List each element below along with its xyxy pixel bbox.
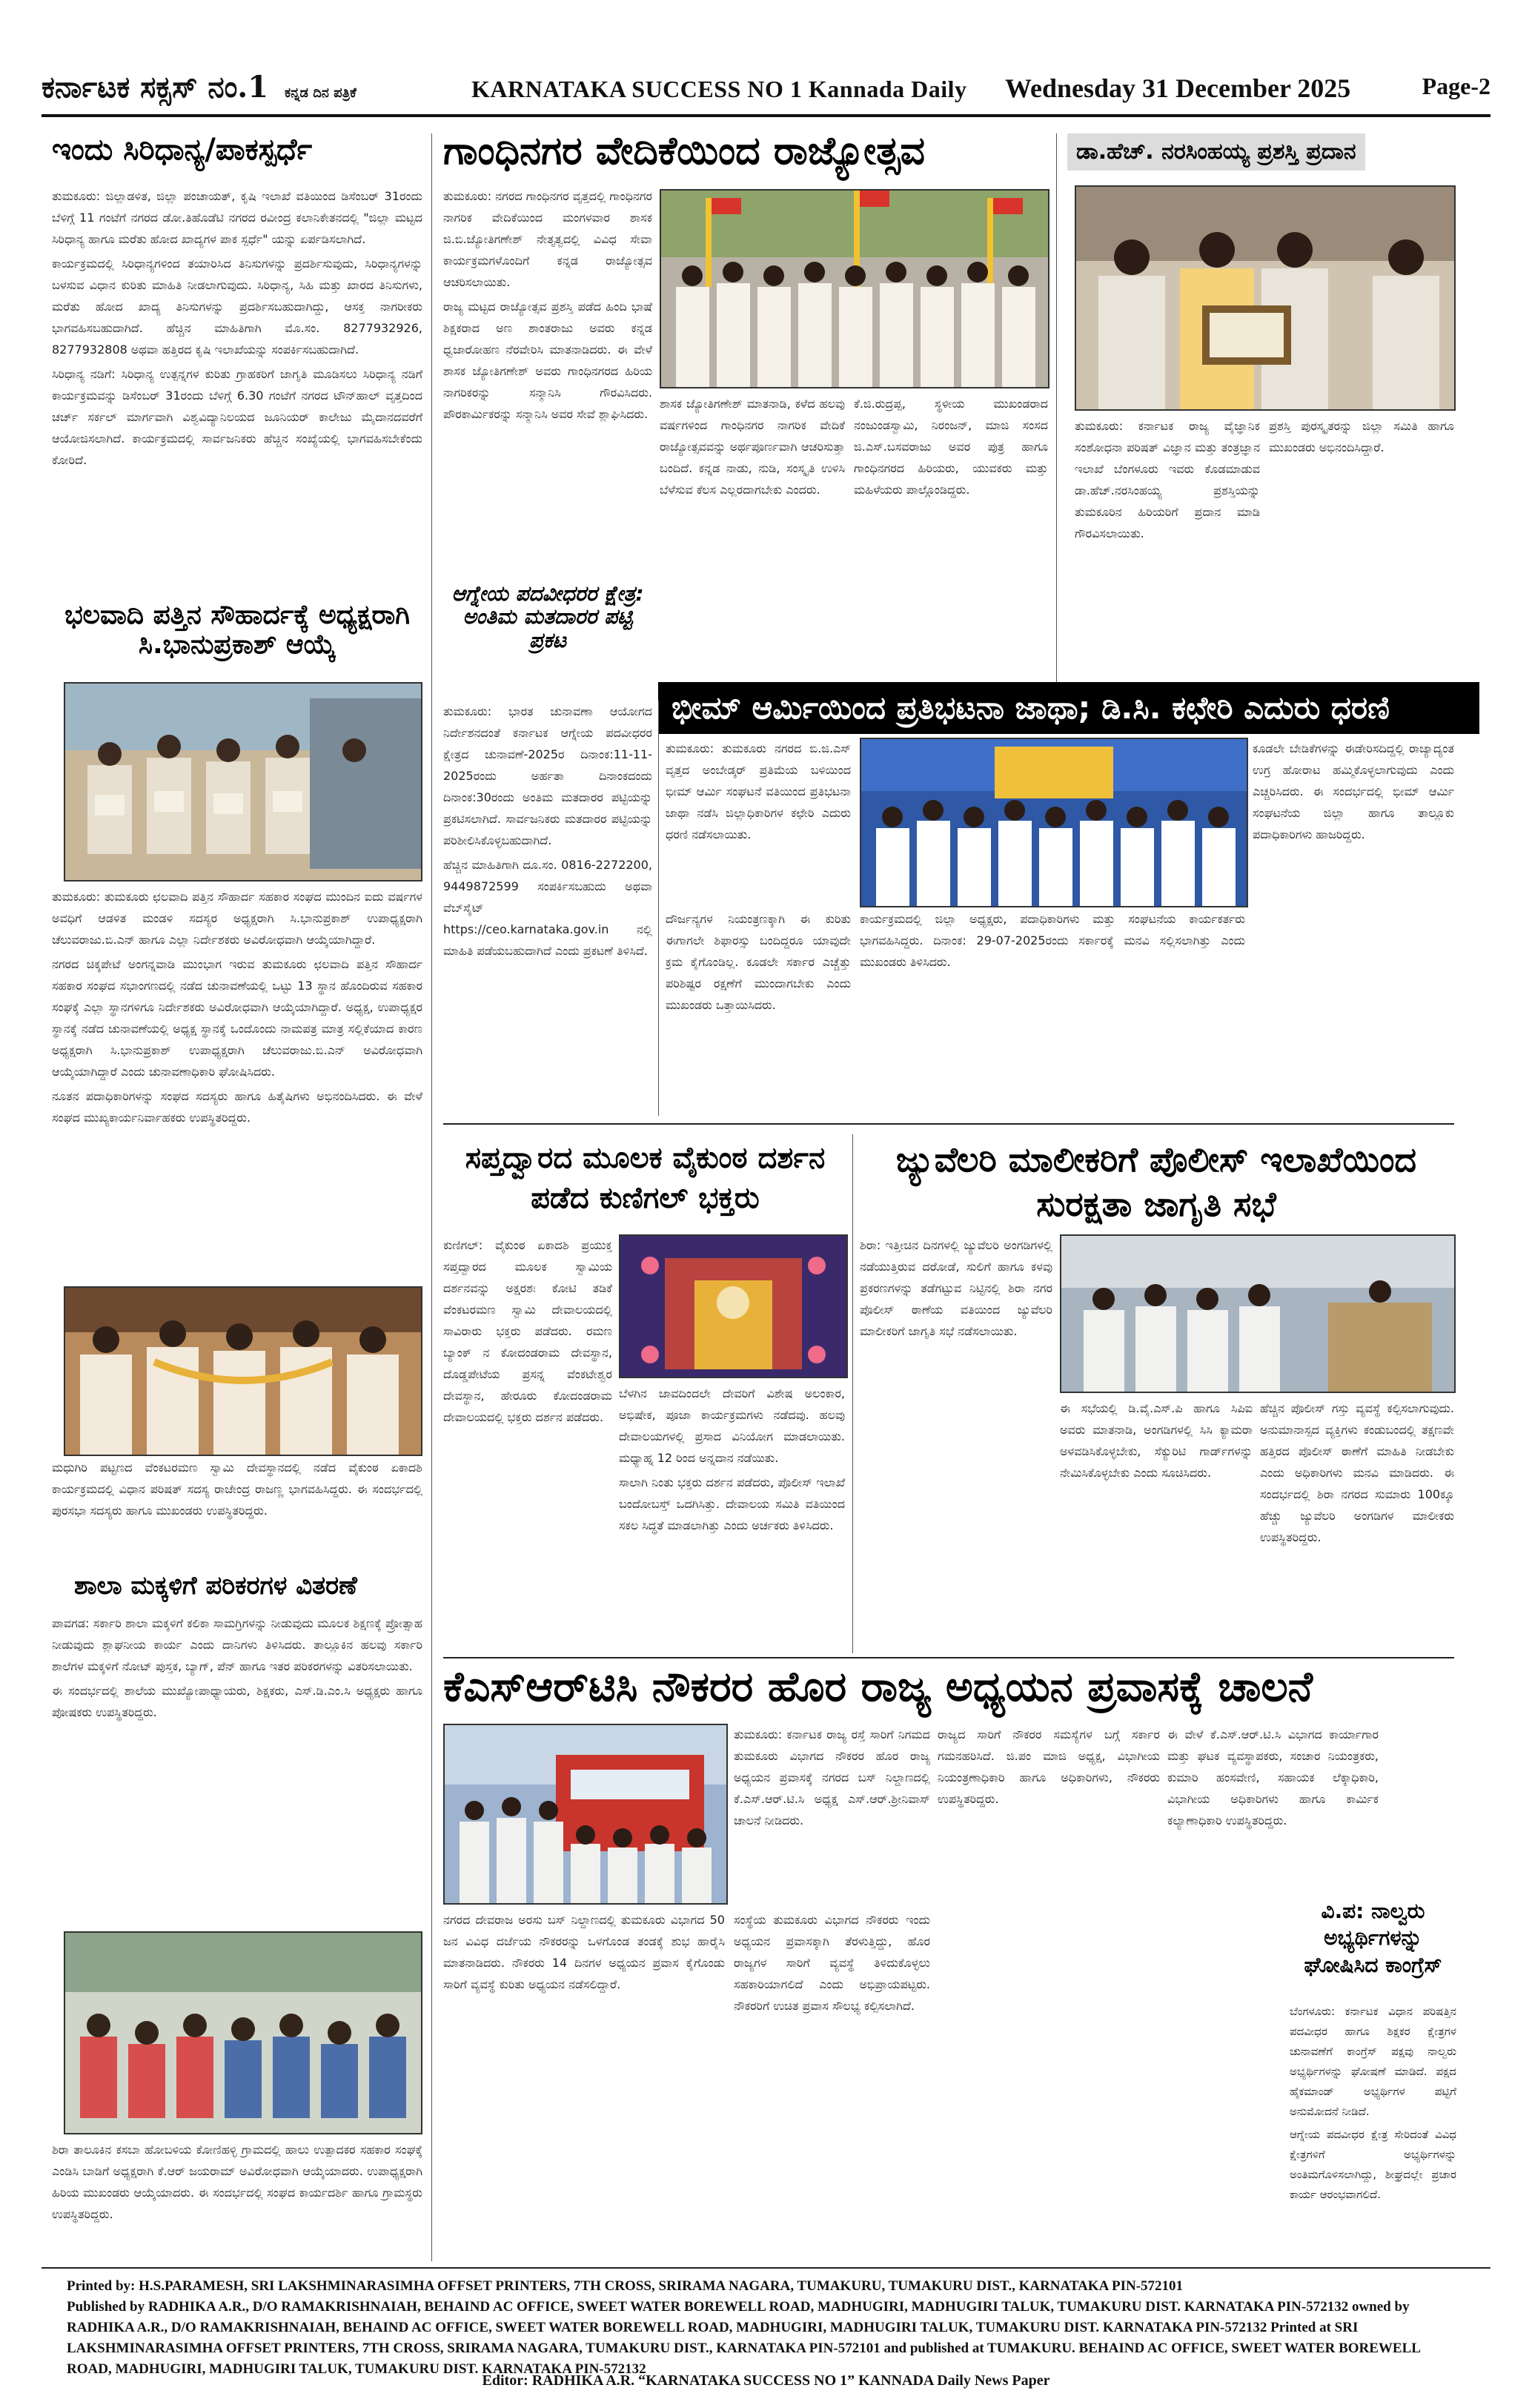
column-rule bbox=[1056, 133, 1057, 682]
page-number: Page-2 bbox=[1422, 73, 1490, 99]
article-rajyotsava-col2 bbox=[660, 393, 845, 697]
brand-title bbox=[42, 70, 357, 105]
photo-temple-event bbox=[64, 1286, 422, 1456]
photo-rajyotsava-group bbox=[660, 189, 1049, 388]
para: ಈ ಸಭೆಯಲ್ಲಿ ಡಿ.ವೈ.ಎಸ್.ಪಿ ಹಾಗೂ ಸಿಪಿಐ ಅವರು ಮಾತನಾಡಿ, ಅಂಗಡಿಗಳಲ್ಲಿ ಸಿಸಿ ಕ್ಯಾಮರಾ ಅಳವಡಿಸಿಕೊಳ್ಳಬೇಕು, ಸೆಕ್ಯುರಿಟಿ ಗಾರ್ಡ್‌ಗಳನ್ನು ನೇಮಿಸಿಕೊಳ್ಳಬೇಕು ಎಂದು ಸೂಚಿಸಿದರು. bbox=[1060, 1401, 1253, 1480]
headline-bhanuprakash: ಭಲವಾದಿ ಪತ್ತಿನ ಸೌಹಾರ್ದಕ್ಕೆ ಅಧ್ಯಕ್ಷರಾಗಿ ಸಿ.ಭಾನುಪ್ರಕಾಶ್ ಆಯ್ಕೆ bbox=[64, 600, 410, 661]
headline-school: ಶಾಲಾ ಮಕ್ಕಳಿಗೆ ಪರಿಕರಗಳ ವಿತರಣೆ bbox=[74, 1571, 357, 1601]
para: ಬೆಂಗಳೂರು: ಕರ್ನಾಟಕ ವಿಧಾನ ಪರಿಷತ್ತಿನ ಪದವೀಧರ ಹಾಗೂ ಶಿಕ್ಷಕರ ಕ್ಷೇತ್ರಗಳ ಚುನಾವಣೆಗೆ ಕಾಂಗ್ರೆಸ್ ಪಕ್ಷವು ನಾಲ್ವರು ಅಭ್ಯರ್ಥಿಗಳನ್ನು ಘೋಷಣೆ ಮಾಡಿದೆ. ಪಕ್ಷದ ಹೈಕಮಾಂಡ್ ಅಭ್ಯರ್ಥಿಗಳ ಪಟ್ಟಿಗೆ ಅನುಮೋದನೆ ನೀಡಿದೆ. bbox=[1290, 2005, 1456, 2118]
article-bhim-col1 bbox=[666, 738, 851, 893]
article-millets bbox=[52, 185, 422, 586]
para: ತುಮಕೂರು: ನಗರದ ಗಾಂಧಿನಗರ ವೃತ್ತದಲ್ಲಿ ಗಾಂಧಿನಗರ ನಾಗರಿಕ ವೇದಿಕೆಯಿಂದ ಮಂಗಳವಾರ ಶಾಸಕ ಜಿ.ಬಿ.ಜ್ಯೋತಿಗಣೇಶ್ ನೇತೃತ್ವದಲ್ಲಿ ವಿವಿಧ ಸೇವಾ ಕಾರ್ಯಕ್ರಮಗಳೊಂದಿಗೆ ಕನ್ನಡ ರಾಜ್ಯೋತ್ಸವ ಆಚರಿಸಲಾಯಿತು. bbox=[443, 189, 652, 289]
photo-vaikunta-temple bbox=[619, 1234, 848, 1378]
photo-ksrtc-bus bbox=[443, 1724, 728, 1905]
para: ದೌರ್ಜನ್ಯಗಳ ನಿಯಂತ್ರಣಕ್ಕಾಗಿ ಈ ಕುರಿತು ಈಗಾಗಲೇ ಶಿಫಾರಸ್ಸು ಬಂದಿದ್ದರೂ ಯಾವುದೇ ಕ್ರಮ ಕೈಗೊಂಡಿಲ್ಲ. ಕೂಡಲೇ ಸರ್ಕಾರ ಎಚ್ಚೆತ್ತು ಪರಿಶಿಷ್ಟರ ರಕ್ಷಣೆಗೆ ಮುಂದಾಗಬೇಕು ಎಂದು ಮುಖಂಡರು ಒತ್ತಾಯಿಸಿದರು. bbox=[666, 912, 851, 1012]
imprint-line: Published by RADHIKA A.R., D/O RAMAKRISHNAIAH, BEHAIND AC OFFICE, SWEET WATER BOREWELL ROAD, MADHUGIRI, MADHUGIRI TALUK, TUMAKURU DIST. KARNATAKA PIN-572132 owned by RADHIKA A.R., D/O RAMAKRISHNAIAH, BEHAIND AC OFFICE, SWEET WATER BOREWELL ROAD, MADHUGIRI, MADHUGIRI TALUK, TUMAKURU DIST. KARNATAKA PIN-572132 Printed at SRI LAKSHMINARASIMHA OFFSET PRINTERS, 7TH CROSS, SRIRAMA NAGARA, TUMAKURU DIST., KARNATAKA PIN-572101 and published at TUMAKURU. BEHAIND AC OFFICE, SWEET WATER BOREWELL ROAD, MADHUGIRI, MADHUGIRI TALUK, TUMAKURU DIST. KARNATAKA PIN-572132 bbox=[67, 2299, 1420, 2377]
para: ನಗರದ ದೇವರಾಜ ಅರಸು ಬಸ್ ನಿಲ್ದಾಣದಲ್ಲಿ ತುಮಕೂರು ವಿಭಾಗದ 50 ಜನ ವಿವಿಧ ದರ್ಜೆಯ ನೌಕರರನ್ನು ಒಳಗೊಂಡ ತಂಡಕ್ಕೆ ಶುಭ ಹಾರೈಸಿ ಮಾತನಾಡಿದರು. ನೌಕರರು 14 ದಿನಗಳ ಅಧ್ಯಯನ ಪ್ರವಾಸ ಕೈಗೊಂಡು ಸಾರಿಗೆ ವ್ಯವಸ್ಥೆ ಕುರಿತು ಅಧ್ಯಯನ ನಡೆಸಲಿದ್ದಾರೆ. bbox=[443, 1913, 725, 1991]
photo-jewellery-meeting bbox=[1060, 1234, 1456, 1393]
article-dairy bbox=[52, 2139, 422, 2265]
para: ಮಧುಗಿರಿ ಪಟ್ಟಣದ ವೆಂಕಟರಮಣ ಸ್ವಾಮಿ ದೇವಸ್ಥಾನದಲ್ಲಿ ನಡೆದ ವೈಕುಂಠ ಏಕಾದಶಿ ಕಾರ್ಯಕ್ರಮದಲ್ಲಿ ವಿಧಾನ ಪರಿಷತ್ ಸದಸ್ಯ ರಾಜೇಂದ್ರ ರಾಜಣ್ಣ ಭಾಗವಹಿಸಿದ್ದರು. ಈ ಸಂದರ್ಭದಲ್ಲಿ ಪುರಸಭಾ ಸದಸ್ಯರು ಹಾಗೂ ಮುಖಂಡರು ಉಪಸ್ಥಿತರಿದ್ದರು. bbox=[52, 1461, 422, 1518]
article-ksrtc-col1 bbox=[734, 1724, 930, 1902]
para: ಪ್ರಶಸ್ತಿ ಪುರಸ್ಕೃತರನ್ನು ಜಿಲ್ಲಾ ಸಮಿತಿ ಹಾಗೂ ಮುಖಂಡರು ಅಭಿನಂದಿಸಿದ್ದಾರೆ. bbox=[1269, 419, 1454, 454]
para: ಕಾರ್ಯಕ್ರಮದಲ್ಲಿ ಸಿರಿಧಾನ್ಯಗಳಿಂದ ತಯಾರಿಸಿದ ತಿನಿಸುಗಳನ್ನು ಪ್ರದರ್ಶಿಸುವುದು, ಸಿರಿಧಾನ್ಯಗಳನ್ನು ಬಳಸುವ ವಿಧಾನ ಕುರಿತು ಮಾಹಿತಿ ನೀಡಲಾಗುವುದು. ಸಿರಿಧಾನ್ಯ, ಸಿಹಿ ಮತ್ತು ಖಾರದ ತಿನಿಸುಗಳು, ಮರೆತು ಹೋದ ಖಾದ್ಯ ತಿನಿಸುಗಳನ್ನು ಪ್ರದರ್ಶಿಸಬಹುದಾಗಿದ್ದು, ಆಸಕ್ತ ನಾಗರೀಕರು ಭಾಗವಹಿಸಬಹುದಾಗಿದೆ. ಹೆಚ್ಚಿನ ಮಾಹಿತಿಗಾಗಿ ಮೊ.ಸಂ. 8277932926, 8277932808 ಅಥವಾ ಹತ್ತಿರದ ಕೃಷಿ ಇಲಾಖೆಯನ್ನು ಸಂಪರ್ಕಿಸಬಹುದಾಗಿದೆ. bbox=[52, 257, 422, 357]
para: ಶಿರಾ: ಇತ್ತೀಚಿನ ದಿನಗಳಲ್ಲಿ ಜ್ಯುವೆಲರಿ ಅಂಗಡಿಗಳಲ್ಲಿ ನಡೆಯುತ್ತಿರುವ ದರೋಡೆ, ಸುಲಿಗೆ ಹಾಗೂ ಕಳವು ಪ್ರಕರಣಗಳನ್ನು ತಡೆಗಟ್ಟುವ ನಿಟ್ಟಿನಲ್ಲಿ ಶಿರಾ ನಗರ ಪೊಲೀಸ್ ಠಾಣೆಯ ವತಿಯಿಂದ ಜ್ಯುವೆಲರಿ ಮಾಲೀಕರಿಗೆ ಜಾಗೃತಿ ಸಭೆ ನಡೆಸಲಾಯಿತು. bbox=[860, 1238, 1052, 1338]
para: ನೂತನ ಪದಾಧಿಕಾರಿಗಳನ್ನು ಸಂಘದ ಸದಸ್ಯರು ಹಾಗೂ ಹಿತೈಷಿಗಳು ಅಭಿನಂದಿಸಿದರು. ಈ ವೇಳೆ ಸಂಘದ ಮುಖ್ಯಕಾರ್ಯನಿರ್ವಾಹಕರು ಉಪಸ್ಥಿತರಿದ್ದರು. bbox=[52, 1089, 422, 1125]
article-rajyotsava-col3 bbox=[854, 393, 1048, 697]
para: ತುಮಕೂರು: ಕರ್ನಾಟಕ ರಾಜ್ಯ ರಸ್ತೆ ಸಾರಿಗೆ ನಿಗಮದ ತುಮಕೂರು ವಿಭಾಗದ ನೌಕರರ ಹೊರ ರಾಜ್ಯ ಅಧ್ಯಯನ ಪ್ರವಾಸಕ್ಕೆ ನಗರದ ಬಸ್ ನಿಲ್ದಾಣದಲ್ಲಿ ಕೆ.ಎಸ್.ಆರ್.ಟಿ.ಸಿ ಅಧ್ಯಕ್ಷ ಎಸ್.ಆರ್.ಶ್ರೀನಿವಾಸ್ ಚಾಲನೆ ನೀಡಿದರು. bbox=[734, 1727, 930, 1828]
brand-name: ಕರ್ನಾಟಕ ಸಕ್ಸಸ್ ನಂ.1 bbox=[42, 70, 269, 105]
article-vaikunta-col2 bbox=[619, 1383, 845, 1650]
masthead bbox=[42, 67, 1490, 117]
para: ನಗರದ ಚಿಕ್ಕಪೇಟೆ ಅಂಗನ್ನವಾಡಿ ಮುಂಭಾಗ ಇರುವ ತುಮಕೂರು ಛಲವಾದಿ ಪತ್ತಿನ ಸೌಹಾರ್ದ ಸಹಕಾರ ಸಂಘದ ಸಭಾಂಗಣದಲ್ಲಿ ನಡೆದ ಚುನಾವಣೆಯಲ್ಲಿ ಒಟ್ಟು 13 ಸ್ಥಾನ ಹೊಂದಿರುವ ಸಹಕಾರ ಸಂಘಕ್ಕೆ ಎಲ್ಲಾ ಸ್ಥಾನಗಳಿಗೂ ನಿರ್ದೇಶಕರು ಅವಿರೋಧವಾಗಿ ಆಯ್ಕೆಯಾಗಿದ್ದಾರೆ. ಅಧ್ಯಕ್ಷ, ಉಪಾಧ್ಯಕ್ಷರ ಸ್ಥಾನಕ್ಕೆ ನಡೆದ ಚುನಾವಣೆಯಲ್ಲಿ ಅಧ್ಯಕ್ಷ ಸ್ಥಾನಕ್ಕೆ ಒಂದೊಂದು ನಾಮಪತ್ರ ಮಾತ್ರ ಸಲ್ಲಿಕೆಯಾದ ಕಾರಣ ಅಧ್ಯಕ್ಷರಾಗಿ ಸಿ.ಭಾನುಪ್ರಕಾಶ್ ಉಪಾಧ್ಯಕ್ಷರಾಗಿ ಚೆಲುವರಾಜು.ಬಿ.ಎನ್ ಅವಿರೋಧವಾಗಿ ಆಯ್ಕೆಯಾಗಿದ್ದಾರೆ ಎಂದು ಚುನಾವಣಾಧಿಕಾರಿ ಘೋಷಿಸಿದರು. bbox=[52, 957, 422, 1079]
article-voters bbox=[443, 701, 652, 1116]
headline-rajyotsava: ಗಾಂಧಿನಗರ ವೇದಿಕೆಯಿಂದ ರಾಜ್ಯೋತ್ಸವ bbox=[443, 129, 926, 173]
column-rule bbox=[431, 133, 432, 2261]
para: ರಾಜ್ಯ ಮಟ್ಟದ ರಾಜ್ಯೋತ್ಸವ ಪ್ರಶಸ್ತಿ ಪಡೆದ ಹಿಂದಿ ಭಾಷೆ ಶಿಕ್ಷಕರಾದ ಅಣ ಶಾಂತರಾಜು ಅವರು ಕನ್ನಡ ಧ್ವಜಾರೋಹಣ ನೆರವೇರಿಸಿ ಮಾತನಾಡಿದರು. ಈ ವೇಳೆ ಶಾಸಕ ಜ್ಯೋತಿಗಣೇಶ್ ಅವರು ಗಾಂಧಿನಗರದ ಹಿರಿಯ ನಾಗರಿಕರನ್ನು ಸನ್ಮಾನಿಸಿ ಗೌರವಿಸಿದರು. ಪೌರಕಾರ್ಮಿಕರನ್ನು ಸನ್ಮಾನಿಸಿ ಅವರ ಸೇವೆ ಶ್ಲಾಘಿಸಿದರು. bbox=[443, 300, 652, 421]
article-jewellery-col1 bbox=[860, 1234, 1052, 1650]
article-vaikunta-col1 bbox=[443, 1234, 612, 1650]
article-temple-caption bbox=[52, 1457, 422, 1564]
headline-voters: ಆಗ್ನೇಯ ಪದವೀಧರರ ಕ್ಷೇತ್ರ: ಅಂತಿಮ ಮತದಾರರ ಪಟ್ಟಿ ಪ್ರಕಟ bbox=[451, 581, 644, 652]
para: ಕೂಡಲೇ ಬೇಡಿಕೆಗಳನ್ನು ಈಡೇರಿಸದಿದ್ದಲ್ಲಿ ರಾಜ್ಯಾದ್ಯಂತ ಉಗ್ರ ಹೋರಾಟ ಹಮ್ಮಿಕೊಳ್ಳಲಾಗುವುದು ಎಂದು ಎಚ್ಚರಿಸಿದರು. ಈ ಸಂದರ್ಭದಲ್ಲಿ ಭೀಮ್ ಆರ್ಮಿ ಸಂಘಟನೆಯ ಜಿಲ್ಲಾ ಹಾಗೂ ತಾಲ್ಲೂಕು ಪದಾಧಿಕಾರಿಗಳು ಹಾಜರಿದ್ದರು. bbox=[1253, 741, 1454, 841]
para: ರಾಜ್ಯದ ಸಾರಿಗೆ ನೌಕರರ ಸಮಸ್ಯೆಗಳ ಬಗ್ಗೆ ಸರ್ಕಾರ ಗಮನಹರಿಸಿದೆ. ಜಿ.ಪಂ ಮಾಜಿ ಅಧ್ಯಕ್ಷ, ವಿಭಾಗೀಯ ನಿಯಂತ್ರಣಾಧಿಕಾರಿ ಹಾಗೂ ಅಧಿಕಾರಿಗಳು, ನೌಕರರು ಉಪಸ್ಥಿತರಿದ್ದರು. bbox=[938, 1727, 1160, 1806]
article-school bbox=[52, 1612, 422, 1924]
article-jewellery-col3 bbox=[1260, 1398, 1454, 1650]
article-rajyotsava-col1 bbox=[443, 185, 652, 571]
para: ಕುಣಿಗಲ್: ವೈಕುಂಠ ಏಕಾದಶಿ ಪ್ರಯುಕ್ತ ಸಪ್ತದ್ವಾರದ ಮೂಲಕ ಸ್ವಾಮಿಯ ದರ್ಶನವನ್ನು ಅಕ್ಷರಶಃ ಕೋಟಿ ತಡಿಕೆ ವೆಂಕಟರಮಣ ಸ್ವಾಮಿ ದೇವಾಲಯದಲ್ಲಿ ಸಾವಿರಾರು ಭಕ್ತರು ಪಡೆದರು. ರಮಣ ಬ್ಯಾಂಕ್ ನ ಕೋದಂಡರಾಮ ದೇವಸ್ಥಾನ, ದೊಡ್ಡಪೇಟೆಯ ಪ್ರಸನ್ನ ವೆಂಕಟೇಶ್ವರ ದೇವಸ್ಥಾನ, ಹೇರೂರು ಕೋದಂಡರಾಮ ದೇವಾಲಯದಲ್ಲಿ ಭಕ್ತರು ದರ್ಶನ ಪಡೆದರು. bbox=[443, 1238, 612, 1424]
footer-rule bbox=[42, 2267, 1490, 2269]
article-bhim-col3 bbox=[666, 908, 851, 1116]
para: ಆಗ್ನೇಯ ಪದವೀಧರ ಕ್ಷೇತ್ರ ಸೇರಿದಂತೆ ವಿವಿಧ ಕ್ಷೇತ್ರಗಳಿಗೆ ಅಭ್ಯರ್ಥಿಗಳನ್ನು ಅಂತಿಮಗೊಳಿಸಲಾಗಿದ್ದು, ಶೀಘ್ರದಲ್ಲೇ ಪ್ರಚಾರ ಕಾರ್ಯ ಆರಂಭವಾಗಲಿದೆ. bbox=[1290, 2128, 1456, 2201]
para: ಕೆ.ಜಿ.ರುದ್ರಪ್ಪ, ಸ್ಥಳೀಯ ಮುಖಂಡರಾದ ನಂಜುಂಡಸ್ವಾಮಿ, ನಿರಂಜನ್, ಮಾಜಿ ಸಂಸದ ಜಿ.ಎಸ್.ಬಸವರಾಜು ಅವರ ಪುತ್ರ ಹಾಗೂ ಗಾಂಧಿನಗರದ ಹಿರಿಯರು, ಯುವಕರು ಮತ್ತು ಮಹಿಳೆಯರು ಪಾಲ್ಗೊಂಡಿದ್ದರು. bbox=[854, 397, 1048, 497]
editor-line: Editor: RADHIKA A.R. “KARNATAKA SUCCESS NO 1” KANNADA Daily News Paper bbox=[482, 2372, 1050, 2389]
para: ತುಮಕೂರು: ಜಿಲ್ಲಾಡಳಿತ, ಜಿಲ್ಲಾ ಪಂಚಾಯತ್, ಕೃಷಿ ಇಲಾಖೆ ವತಿಯಿಂದ ಡಿಸೆಂಬರ್ 31ರಂದು ಬೆಳಿಗ್ಗೆ 11 ಗಂಟೆಗೆ ನಗರದ ಡೋ.ತಿಹೊಡೆಟಿ ನಗರದ ರವೀಂದ್ರ ಕಲಾನಿಕೇತನದಲ್ಲಿ "ಜಿಲ್ಲಾ ಮಟ್ಟದ ಸಿರಿಧಾನ್ಯ ಹಾಗೂ ಮರೆತು ಹೋದ ಖಾದ್ಯಗಳ ಪಾಕ ಸ್ಪರ್ಧೆ" ಯನ್ನು ಏರ್ಪಡಿಸಲಾಗಿದೆ. bbox=[52, 189, 422, 246]
para: ಹೆಚ್ಚಿನ ಪೊಲೀಸ್ ಗಸ್ತು ವ್ಯವಸ್ಥೆ ಕಲ್ಪಿಸಲಾಗುವುದು. ಅನುಮಾನಾಸ್ಪದ ವ್ಯಕ್ತಿಗಳು ಕಂಡುಬಂದಲ್ಲಿ ತಕ್ಷಣವೇ ಹತ್ತಿರದ ಪೊಲೀಸ್ ಠಾಣೆಗೆ ಮಾಹಿತಿ ನೀಡಬೇಕು ಎಂದು ಅಧಿಕಾರಿಗಳು ಮನವಿ ಮಾಡಿದರು. ಈ ಸಂದರ್ಭದಲ್ಲಿ ಶಿರಾ ನಗರದ ಸುಮಾರು 100ಕ್ಕೂ ಹೆಚ್ಚು ಜ್ಯುವೆಲರಿ ಅಂಗಡಿಗಳ ಮಾಲೀಕರು ಉಪಸ್ಥಿತರಿದ್ದರು. bbox=[1260, 1401, 1454, 1544]
para: ಕಾರ್ಯಕ್ರಮದಲ್ಲಿ ಜಿಲ್ಲಾ ಅಧ್ಯಕ್ಷರು, ಪದಾಧಿಕಾರಿಗಳು ಮತ್ತು ಸಂಘಟನೆಯ ಕಾರ್ಯಕರ್ತರು ಭಾಗವಹಿಸಿದ್ದರು. ದಿನಾಂಕ: 29-07-2025ರಂದು ಸರ್ಕಾರಕ್ಕೆ ಮನವಿ ಸಲ್ಲಿಸಲಾಗಿತ್ತು ಎಂದು ಮುಖಂಡರು ತಿಳಿಸಿದರು. bbox=[860, 912, 1245, 969]
headline-ksrtc: ಕೆಎಸ್‌ಆರ್‌ಟಿಸಿ ನೌಕರರ ಹೊರ ರಾಜ್ಯ ಅಧ್ಯಯನ ಪ್ರವಾಸಕ್ಕೆ ಚಾಲನೆ bbox=[443, 1663, 1313, 1711]
article-bhim-col4 bbox=[860, 908, 1245, 1116]
article-award-col1 bbox=[1075, 415, 1260, 678]
para: ಬೆಳಗಿನ ಜಾವದಿಂದಲೇ ದೇವರಿಗೆ ವಿಶೇಷ ಅಲಂಕಾರ, ಅಭಿಷೇಕ, ಪೂಜಾ ಕಾರ್ಯಕ್ರಮಗಳು ನಡೆದವು. ಹಲವು ದೇವಾಲಯಗಳಲ್ಲಿ ಪ್ರಸಾದ ವಿನಿಯೋಗ ಮಾಡಲಾಯಿತು. ಮಧ್ಯಾಹ್ನ 12 ರಿಂದ ಅನ್ನದಾನ ನಡೆಯಿತು. bbox=[619, 1386, 845, 1465]
article-congress bbox=[1290, 2002, 1456, 2261]
headline-vaikunta: ಸಪ್ತದ್ವಾರದ ಮೂಲಕ ವೈಕುಂಠ ದರ್ಶನ ಪಡೆದ ಕುಣಿಗಲ್ ಭಕ್ತರು bbox=[465, 1141, 826, 1215]
para: ಶಾಸಕ ಜ್ಯೋತಿಗಣೇಶ್ ಮಾತನಾಡಿ, ಕಳೆದ ಹಲವು ವರ್ಷಗಳಿಂದ ಗಾಂಧಿನಗರ ನಾಗರಿಕ ವೇದಿಕೆ ರಾಜ್ಯೋತ್ಸವವನ್ನು ಅರ್ಥಪೂರ್ಣವಾಗಿ ಆಚರಿಸುತ್ತಾ ಬಂದಿದೆ. ಕನ್ನಡ ನಾಡು, ನುಡಿ, ಸಂಸ್ಕೃತಿ ಉಳಿಸಿ ಬೆಳೆಸುವ ಕೆಲಸ ಎಲ್ಲರದಾಗಬೇಕು ಎಂದರು. bbox=[660, 397, 845, 497]
issue-date: Wednesday 31 December 2025 bbox=[1005, 73, 1351, 103]
section-rule bbox=[443, 1123, 1454, 1125]
headline-jewellery: ಜ್ಯುವೆಲರಿ ಮಾಲೀಕರಿಗೆ ಪೊಲೀಸ್ ಇಲಾಖೆಯಿಂದ ಸುರಕ್ಷತಾ ಜಾಗೃತಿ ಸಭೆ bbox=[895, 1140, 1417, 1224]
photo-school-children bbox=[64, 1931, 422, 2134]
para: ಸಾಲಾಗಿ ನಿಂತು ಭಕ್ತರು ದರ್ಶನ ಪಡೆದರು, ಪೊಲೀಸ್ ಇಲಾಖೆ ಬಂದೋಬಸ್ತ್ ಒದಗಿಸಿತ್ತು. ದೇವಾಲಯ ಸಮಿತಿ ವತಿಯಿಂದ ಸಕಲ ಸಿದ್ಧತೆ ಮಾಡಲಾಗಿತ್ತು ಎಂದು ಅರ್ಚಕರು ತಿಳಿಸಿದರು. bbox=[619, 1475, 845, 1532]
para: ಪಾವಗಡ: ಸರ್ಕಾರಿ ಶಾಲಾ ಮಕ್ಕಳಿಗೆ ಕಲಿಕಾ ಸಾಮಗ್ರಿಗಳನ್ನು ನೀಡುವುದು ಮೂಲಕ ಶಿಕ್ಷಣಕ್ಕೆ ಪ್ರೋತ್ಸಾಹ ನೀಡುವುದು ಶ್ಲಾಘನೀಯ ಕಾರ್ಯ ಎಂದು ದಾನಿಗಳು ತಿಳಿಸಿದರು. ತಾಲ್ಲೂಕಿನ ಹಲವು ಸರ್ಕಾರಿ ಶಾಲೆಗಳ ಮಕ್ಕಳಿಗೆ ನೋಟ್ ಪುಸ್ತಕ, ಬ್ಯಾಗ್, ಪೆನ್ ಹಾಗೂ ಇತರ ಪರಿಕರಗಳನ್ನು ವಿತರಿಸಲಾಯಿತು. bbox=[52, 1616, 422, 1673]
section-rule bbox=[443, 1657, 1454, 1658]
photo-award-ceremony bbox=[1075, 185, 1456, 411]
para: ತುಮಕೂರು: ಕರ್ನಾಟಕ ರಾಜ್ಯ ವೈಜ್ಞಾನಿಕ ಸಂಶೋಧನಾ ಪರಿಷತ್ ವಿಜ್ಞಾನ ಮತ್ತು ತಂತ್ರಜ್ಞಾನ ಇಲಾಖೆ ಬೆಂಗಳೂರು ಇವರು ಕೊಡಮಾಡುವ ಡಾ.ಹೆಚ್.ನರಸಿಂಹಯ್ಯ ಪ್ರಶಸ್ತಿಯನ್ನು ತುಮಕೂರಿನ ಹಿರಿಯರಿಗೆ ಪ್ರದಾನ ಮಾಡಿ ಗೌರವಿಸಲಾಯಿತು. bbox=[1075, 419, 1260, 540]
para: ಶಿರಾ ತಾಲೂಕಿನ ಕಸಬಾ ಹೋಬಳಿಯ ಕೋಣಿಹಳ್ಳಿ ಗ್ರಾಮದಲ್ಲಿ ಹಾಲು ಉತ್ಪಾದಕರ ಸಹಕಾರ ಸಂಘಕ್ಕೆ ಎಂಡಿಸಿ ಬಾಡಿಗೆ ಅಧ್ಯಕ್ಷರಾಗಿ ಕೆ.ಆರ್ ಜಯರಾಮ್ ಅವಿರೋಧವಾಗಿ ಆಯ್ಕೆಯಾದರು. ಉಪಾಧ್ಯಕ್ಷರಾಗಿ ಹಿರಿಯ ಮುಖಂಡರು ಆಯ್ಕೆಯಾದರು. ಈ ಸಂದರ್ಭದಲ್ಲಿ ಸಂಘದ ಕಾರ್ಯದರ್ಶಿ ಹಾಗೂ ಗ್ರಾಮಸ್ಥರು ಉಪಸ್ಥಿತರಿದ್ದರು. bbox=[52, 2143, 422, 2221]
para: ಸಂಸ್ಥೆಯ ತುಮಕೂರು ವಿಭಾಗದ ನೌಕರರು ಇಂದು ಅಧ್ಯಯನ ಪ್ರವಾಸಕ್ಕಾಗಿ ತೆರಳುತ್ತಿದ್ದು, ಹೊರ ರಾಜ್ಯಗಳ ಸಾರಿಗೆ ವ್ಯವಸ್ಥೆ ತಿಳಿದುಕೊಳ್ಳಲು ಸಹಕಾರಿಯಾಗಲಿದೆ ಎಂದು ಅಭಿಪ್ರಾಯಪಟ್ಟರು. ನೌಕರರಿಗೆ ಉಚಿತ ಪ್ರವಾಸ ಸೌಲಭ್ಯ ಕಲ್ಪಿಸಲಾಗಿದೆ. bbox=[734, 1913, 930, 2013]
imprint-line: Printed by: H.S.PARAMESH, SRI LAKSHMINARASIMHA OFFSET PRINTERS, 7TH CROSS, SRIRAMA NAGARA, TUMAKURU, TUMAKURU DIST., KARNATAKA PIN-572101 bbox=[67, 2278, 1184, 2294]
brand-subtitle: ಕನ್ನಡ ದಿನ ಪತ್ರಿಕೆ bbox=[285, 85, 357, 101]
column-rule bbox=[658, 701, 659, 1116]
article-bhim-col2 bbox=[1253, 738, 1454, 1116]
column-rule bbox=[852, 1134, 853, 1653]
para: ಸಿರಿಧಾನ್ಯ ನಡಿಗೆ: ಸಿರಿಧಾನ್ಯ ಉತ್ಪನ್ನಗಳ ಕುರಿತು ಗ್ರಾಹಕರಿಗೆ ಜಾಗೃತಿ ಮೂಡಿಸಲು ಸಿರಿಧಾನ್ಯ ನಡಿಗೆ ಕಾರ್ಯಕ್ರಮವನ್ನು ಡಿಸೆಂಬರ್ 31ರಂದು ಬೆಳಿಗ್ಗೆ 6.30 ಗಂಟೆಗೆ ನಗರದ ಟೌನ್‌ಹಾಲ್ ವೃತ್ತದಿಂದ ಚರ್ಚ್ ಸರ್ಕಲ್ ಮಾರ್ಗವಾಗಿ ವಿಶ್ವವಿದ್ಯಾನಿಲಯದ ಜೂನಿಯರ್ ಕಾಲೇಜು ಮೈದಾನದವರೆಗೆ ಆಯೋಜಿಸಲಾಗಿದೆ. ಕಾರ್ಯಕ್ರಮದಲ್ಲಿ ಸಾರ್ವಜನಿಕರು ಹೆಚ್ಚಿನ ಸಂಖ್ಯೆಯಲ್ಲಿ ಭಾಗವಹಿಸಬೇಕೆಂದು ಕೋರಿದೆ. bbox=[52, 367, 422, 467]
article-ksrtc-col4 bbox=[938, 1724, 1160, 2261]
paper-name: KARNATAKA SUCCESS NO 1 Kannada Daily bbox=[471, 76, 967, 102]
para: ತುಮಕೂರು: ಭಾರತ ಚುನಾವಣಾ ಆಯೋಗದ ನಿರ್ದೇಶನದಂತೆ ಕರ್ನಾಟಕ ಆಗ್ನೇಯ ಪದವೀಧರರ ಕ್ಷೇತ್ರದ ಚುನಾವಣೆ-2025ರ ದಿನಾಂಕ:11-11-2025ರಂದು ಅರ್ಹತಾ ದಿನಾಂಕದಂದು ದಿನಾಂಕ:30ರಂದು ಅಂತಿಮ ಮತದಾರರ ಪಟ್ಟಿಯನ್ನು ಪ್ರಕಟಿಸಲಾಗಿದೆ. ಸಾರ್ವಜನಿಕರು ಮತದಾರರ ಪಟ್ಟಿಯನ್ನು ಪರಿಶೀಲಿಸಿಕೊಳ್ಳಬಹುದಾಗಿದೆ. bbox=[443, 704, 652, 847]
imprint bbox=[67, 2276, 1468, 2380]
article-jewellery-col2 bbox=[1060, 1398, 1253, 1650]
para: ಈ ಸಂದರ್ಭದಲ್ಲಿ ಶಾಲೆಯ ಮುಖ್ಯೋಪಾಧ್ಯಾಯರು, ಶಿಕ್ಷಕರು, ಎಸ್.ಡಿ.ಎಂ.ಸಿ ಅಧ್ಯಕ್ಷರು ಹಾಗೂ ಪೋಷಕರು ಉಪಸ್ಥಿತರಿದ್ದರು. bbox=[52, 1684, 422, 1719]
headline-congress: ವಿ.ಪ: ನಾಲ್ವರು ಅಭ್ಯರ್ಥಿಗಳನ್ನು ಘೋಷಿಸಿದ ಕಾಂಗ್ರೆಸ್ bbox=[1304, 1899, 1442, 1977]
article-bhanuprakash bbox=[52, 886, 422, 1271]
headline-millets: ಇಂದು ಸಿರಿಧಾನ್ಯ/ಪಾಕಸ್ಪರ್ಧೆ bbox=[52, 133, 313, 167]
para: ಈ ವೇಳೆ ಕೆ.ಎಸ್.ಆರ್.ಟಿ.ಸಿ ವಿಭಾಗದ ಕಾರ್ಯಾಗಾರ ಮತ್ತು ಘಟಕ ವ್ಯವಸ್ಥಾಪಕರು, ಸಂಚಾರ ನಿಯಂತ್ರಕರು, ಕುಮಾರಿ ಹಂಸವೇಣಿ, ಸಹಾಯಕ ಲೆಕ್ಕಾಧಿಕಾರಿ, ವಿಭಾಗೀಯ ಅಧಿಕಾರಿಗಳು ಹಾಗೂ ಕಾರ್ಮಿಕ ಕಲ್ಯಾಣಾಧಿಕಾರಿ ಉಪಸ್ಥಿತರಿದ್ದರು. bbox=[1167, 1727, 1379, 1828]
para: ತುಮಕೂರು: ತುಮಕೂರು ಛಲವಾದಿ ಪತ್ತಿನ ಸೌಹಾರ್ದ ಸಹಕಾರ ಸಂಘದ ಮುಂದಿನ ಐದು ವರ್ಷಗಳ ಅವಧಿಗೆ ಆಡಳಿತ ಮಂಡಳಿ ಸದಸ್ಯರ ಅಧ್ಯಕ್ಷರಾಗಿ ಸಿ.ಭಾನುಪ್ರಕಾಶ್ ಉಪಾಧ್ಯಕ್ಷರಾಗಿ ಚೆಲುವರಾಜು.ಬಿ.ಎನ್ ಹಾಗೂ ಎಲ್ಲಾ ನಿರ್ದೇಶಕರು ಅವಿರೋಧವಾಗಿ ಆಯ್ಕೆಯಾಗಿದ್ದಾರೆ. bbox=[52, 890, 422, 947]
para: ತುಮಕೂರು: ತುಮಕೂರು ನಗರದ ಬಿ.ಜಿ.ಎಸ್ ವೃತ್ತದ ಅಂಬೇಡ್ಕರ್ ಪ್ರತಿಮೆಯ ಬಳಿಯಿಂದ ಭೀಮ್ ಆರ್ಮಿ ಸಂಘಟನೆ ವತಿಯಿಂದ ಪ್ರತಿಭಟನಾ ಜಾಥಾ ನಡೆಸಿ ಜಿಲ್ಲಾಧಿಕಾರಿಗಳ ಕಛೇರಿ ಎದುರು ಧರಣಿ ನಡೆಸಲಾಯಿತು. bbox=[666, 741, 851, 841]
photo-cooperative-felicitation bbox=[64, 682, 422, 882]
article-ksrtc-col2 bbox=[443, 1909, 725, 2261]
para: ಹೆಚ್ಚಿನ ಮಾಹಿತಿಗಾಗಿ ದೂ.ಸಂ. 0816-2272200, 9449872599 ಸಂಪರ್ಕಿಸಬಹುದು ಅಥವಾ ವೆಬ್‌ಸೈಟ್ https://ceo.karnataka.gov.in ನಲ್ಲಿ ಮಾಹಿತಿ ಪಡೆಯಬಹುದಾಗಿದೆ ಎಂದು ಪ್ರಕಟಣೆ ತಿಳಿಸಿದೆ. bbox=[443, 858, 652, 958]
photo-bhim-protest bbox=[860, 738, 1248, 907]
article-award-col2 bbox=[1269, 415, 1454, 678]
headline-bhim: ಭೀಮ್ ಆರ್ಮಿಯಿಂದ ಪ್ರತಿಭಟನಾ ಜಾಥಾ; ಡಿ.ಸಿ. ಕಛೇರಿ ಎದುರು ಧರಣಿ bbox=[658, 682, 1479, 734]
headline-award: ಡಾ.ಹೆಚ್. ನರಸಿಂಹಯ್ಯ ಪ್ರಶಸ್ತಿ ಪ್ರದಾನ bbox=[1067, 133, 1365, 171]
article-ksrtc-col3 bbox=[734, 1909, 930, 2261]
